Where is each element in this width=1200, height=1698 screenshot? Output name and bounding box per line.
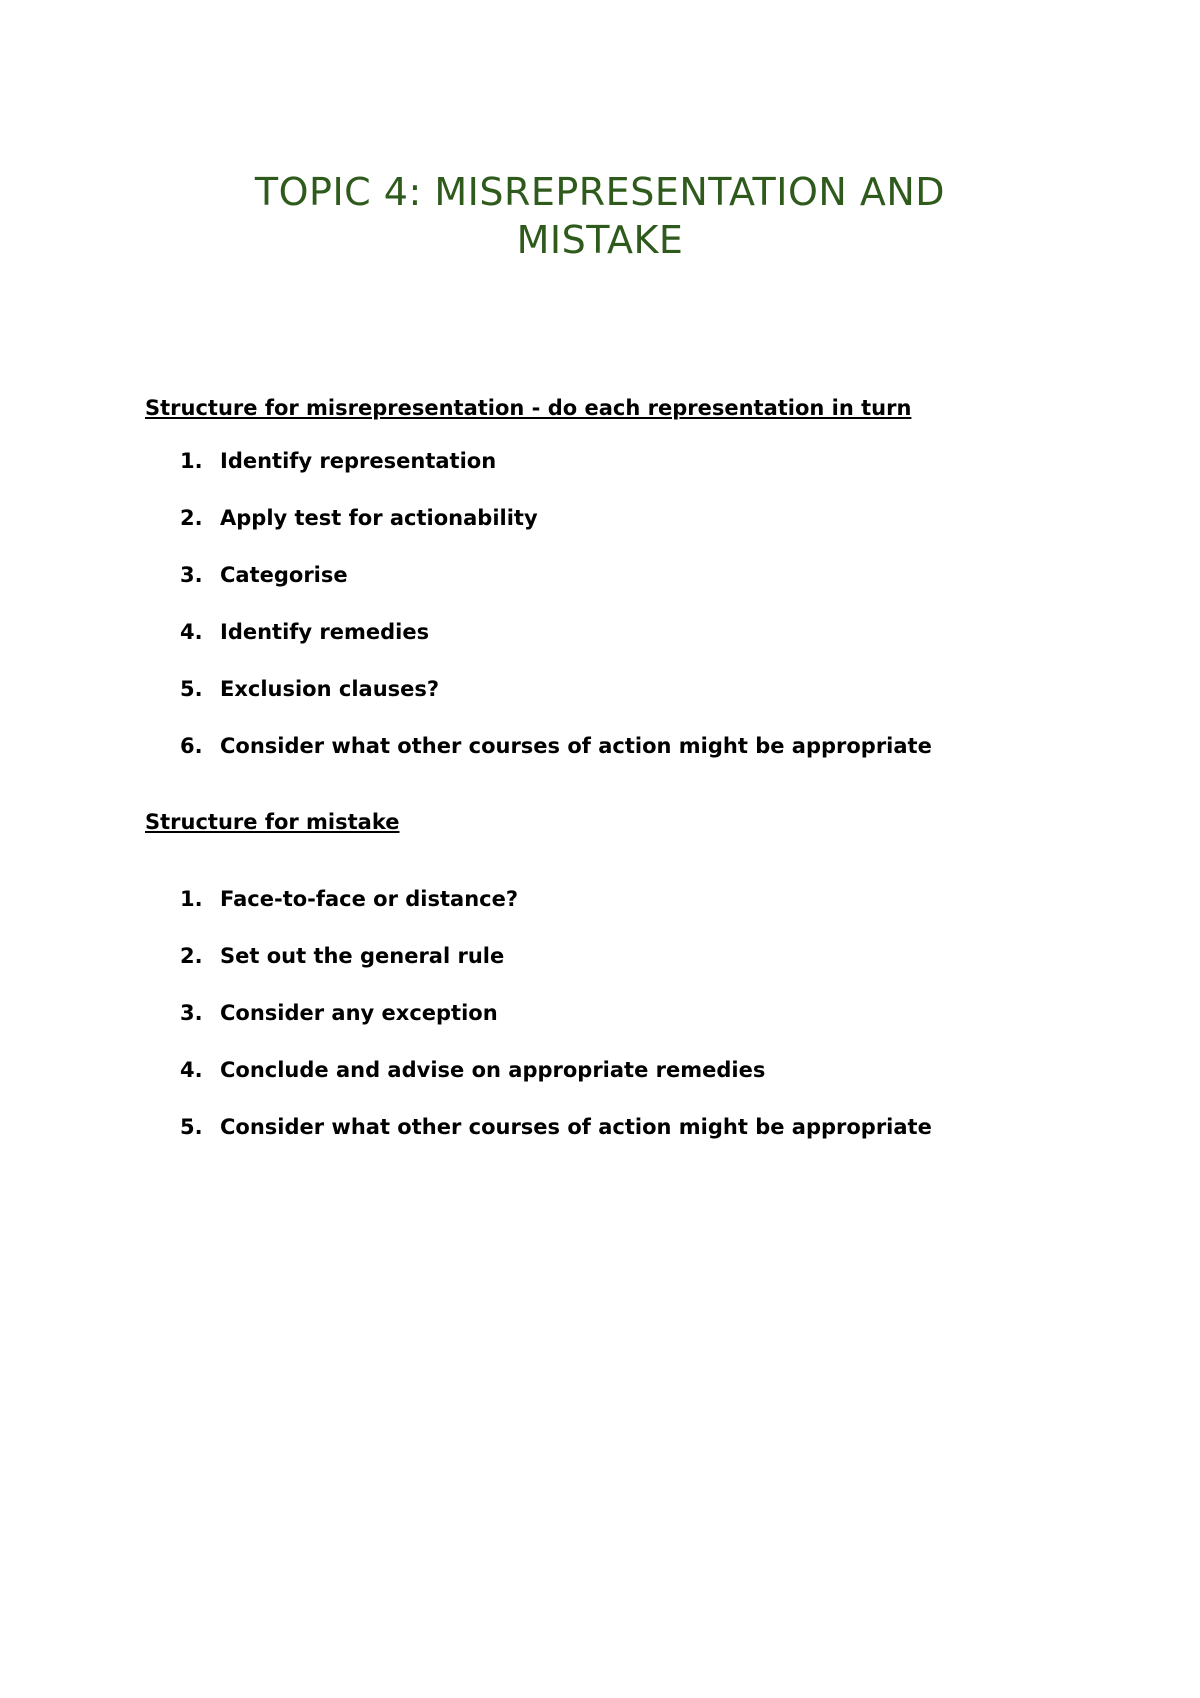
list-item (180, 1113, 932, 1141)
title-line-1: TOPIC 4: MISREPRESENTATION AND (254, 170, 946, 214)
list-item (180, 999, 932, 1027)
list-item (180, 885, 932, 913)
page-title (200, 168, 1000, 264)
list-item-number: 1. (180, 449, 203, 473)
misrepresentation-list (180, 447, 932, 789)
list-item-number: 2. (180, 506, 203, 530)
list-item-number: 4. (180, 620, 203, 644)
misrepresentation-heading: Structure for misrepresentation - do each representation in turn (145, 396, 912, 420)
mistake-heading: Structure for mistake (145, 810, 400, 834)
list-item (180, 675, 932, 703)
list-item (180, 618, 932, 646)
list-item-number: 3. (180, 1001, 203, 1025)
mistake-list (180, 885, 932, 1170)
list-item-number: 3. (180, 563, 203, 587)
list-item-text: Consider what other courses of action might be appropriate (220, 1115, 932, 1139)
list-item-text: Face-to-face or distance? (220, 887, 519, 911)
list-item-text: Consider what other courses of action might be appropriate (220, 734, 932, 758)
list-item-text: Set out the general rule (220, 944, 505, 968)
list-item-text: Identify remedies (220, 620, 430, 644)
list-item-text: Consider any exception (220, 1001, 498, 1025)
list-item (180, 504, 932, 532)
list-item-number: 5. (180, 677, 203, 701)
list-item-text: Apply test for actionability (220, 506, 538, 530)
list-item (180, 1056, 932, 1084)
list-item-text: Exclusion clauses? (220, 677, 440, 701)
list-item-number: 5. (180, 1115, 203, 1139)
list-item (180, 561, 932, 589)
list-item-number: 6. (180, 734, 203, 758)
list-item (180, 942, 932, 970)
list-item (180, 447, 932, 475)
list-item-number: 1. (180, 887, 203, 911)
title-line-2: MISTAKE (516, 218, 684, 262)
list-item-number: 2. (180, 944, 203, 968)
list-item (180, 732, 932, 760)
list-item-text: Conclude and advise on appropriate remedies (220, 1058, 766, 1082)
list-item-number: 4. (180, 1058, 203, 1082)
list-item-text: Categorise (220, 563, 348, 587)
list-item-text: Identify representation (220, 449, 497, 473)
